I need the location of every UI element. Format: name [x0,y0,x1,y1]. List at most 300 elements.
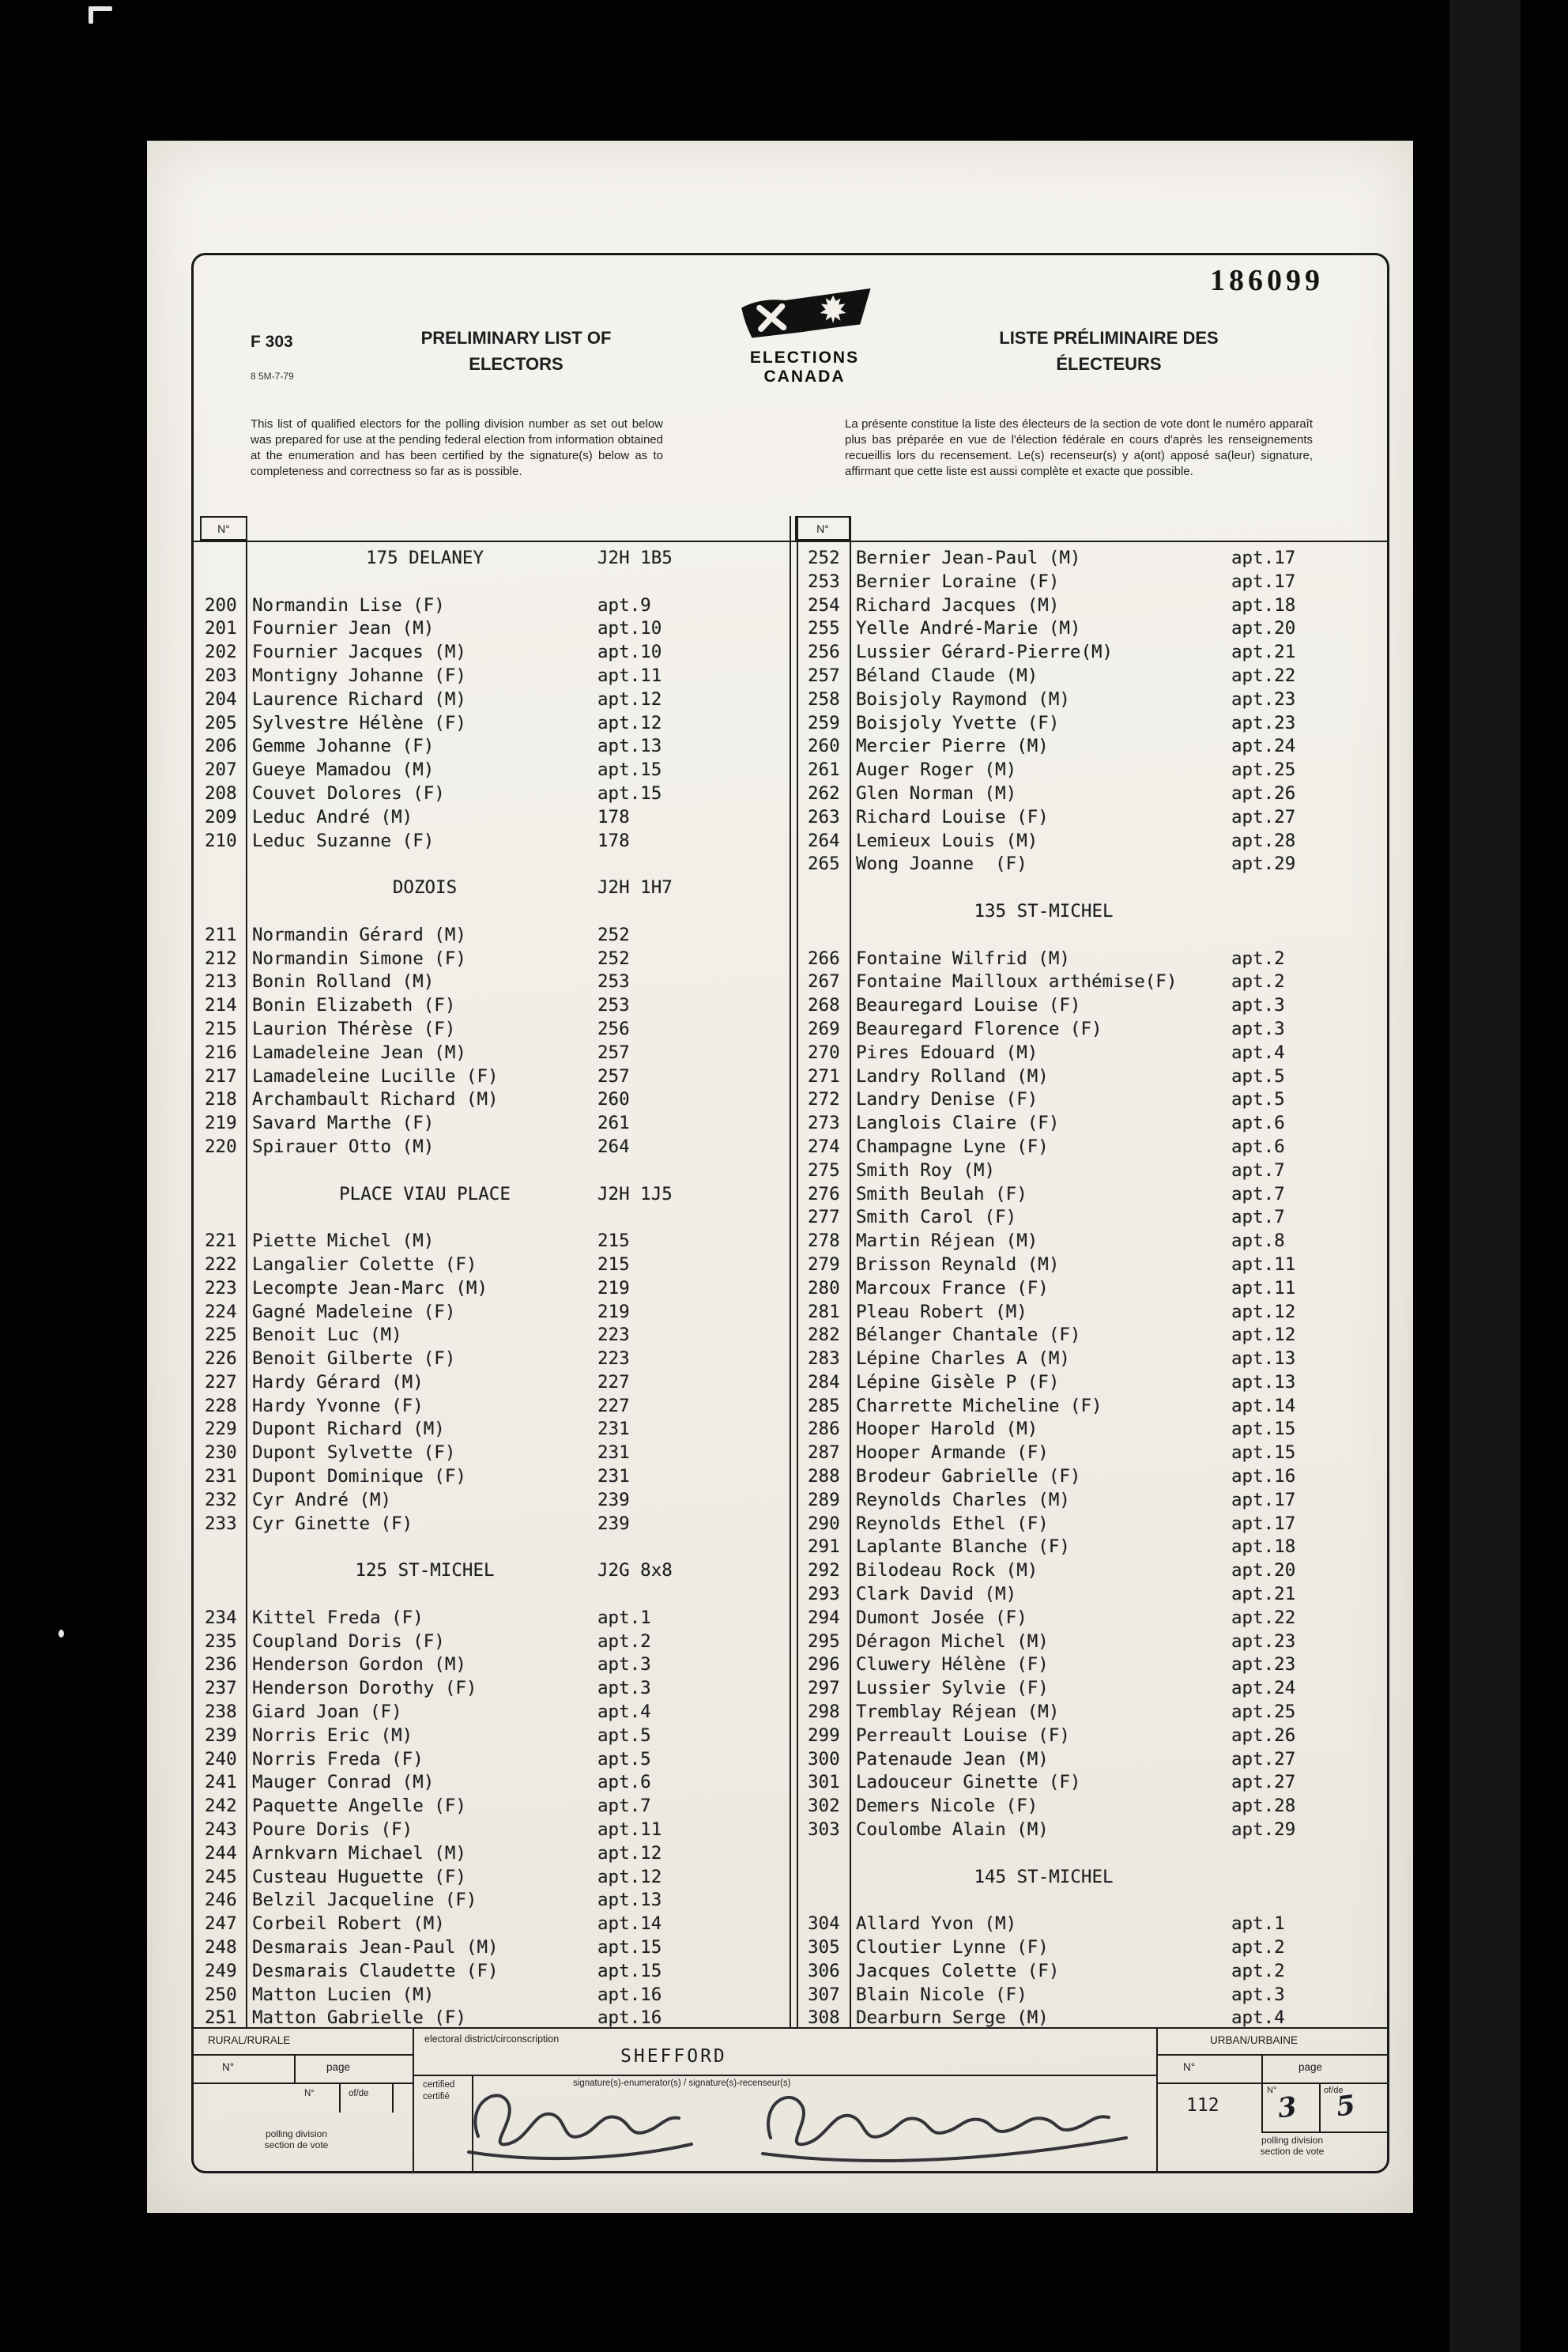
elector-row [194,735,790,759]
elector-number: 254 [808,594,840,616]
elector-unit: apt.25 [1231,1702,1296,1723]
elector-row [797,1395,1387,1419]
elector-unit: apt.15 [597,1960,662,1981]
elector-number: 202 [205,642,237,663]
elector-row [797,547,1387,571]
elector-unit: 239 [597,1513,630,1534]
elector-name: Patenaude Jean (M) [856,1748,1049,1770]
elector-number: 247 [205,1913,237,1935]
elector-unit: 231 [597,1442,630,1464]
elector-name: Jacques Colette (F) [856,1960,1060,1981]
elector-unit: apt.28 [1231,1796,1296,1817]
title-english [380,325,652,377]
rural-ofde-label: of/de [349,2089,369,2098]
elector-unit: apt.3 [1231,995,1285,1016]
elector-number: 300 [808,1748,840,1770]
elector-number: 302 [808,1796,840,1817]
urban-no-label: N° [1183,2061,1196,2073]
elector-number: 225 [205,1325,237,1346]
elector-row [194,617,790,641]
elector-number: 306 [808,1960,840,1981]
elector-unit: apt.6 [597,1772,651,1793]
elector-unit: apt.29 [1231,1819,1296,1841]
elector-name: Matton Gabrielle (F) [252,2007,466,2029]
elector-number: 280 [808,1277,840,1298]
elector-unit: apt.17 [1231,1489,1296,1510]
elector-unit: 227 [597,1395,630,1416]
elector-number: 264 [808,830,840,851]
number-header-right: N° [795,516,850,541]
elector-name: Bélanger Chantale (F) [856,1325,1081,1346]
elector-row [194,1230,790,1253]
elector-name: Lépine Charles A (M) [856,1348,1070,1370]
elector-unit: apt.14 [597,1913,662,1935]
footer-rule [1261,2132,1387,2133]
elector-row [797,1536,1387,1559]
elector-name: Dumont Josée (F) [856,1607,1027,1628]
elector-number: 259 [808,712,840,733]
elector-name: Bernier Loraine (F) [856,571,1060,592]
elector-row [194,782,790,806]
elector-number: 234 [205,1607,237,1628]
elector-number: 257 [808,665,840,686]
rural-sub-no-label: N° [304,2089,315,2098]
page-number-handwritten: 3 [1276,2090,1299,2125]
elector-unit: apt.13 [597,1890,662,1911]
title-french-line2: ÉLECTEURS [1056,354,1162,374]
elector-unit: apt.23 [1231,712,1296,733]
elector-number: 216 [205,1042,237,1063]
elector-number: 293 [808,1584,840,1605]
elector-unit: 252 [597,924,630,945]
elector-row [797,1018,1387,1042]
elector-name: Montigny Johanne (F) [252,665,466,686]
elector-unit: apt.4 [597,1702,651,1723]
elector-unit: apt.12 [597,1842,662,1864]
elector-name: Cluwery Hélène (F) [856,1654,1049,1675]
elector-row [797,594,1387,618]
elector-name: Clark David (M) [856,1584,1017,1605]
elector-unit: 253 [597,971,630,993]
elector-row [194,1771,790,1795]
elector-name: Leduc André (M) [252,806,413,827]
elector-unit: apt.12 [597,712,662,733]
vertical-rule [790,516,791,2027]
elector-number: 217 [205,1065,237,1087]
elector-row [194,1371,790,1395]
elector-number: 304 [808,1913,840,1935]
elector-row [194,712,790,736]
street-heading-gap [797,900,856,924]
elector-number: 261 [808,760,840,781]
elector-unit: apt.21 [1231,642,1296,663]
elector-row [797,735,1387,759]
logo-text-line1: ELECTIONS [749,349,860,367]
elector-number: 224 [205,1301,237,1322]
elector-number: 246 [205,1890,237,1911]
elector-name: Brodeur Gabrielle (F) [856,1466,1081,1487]
elector-row [797,971,1387,994]
elector-unit: apt.21 [1231,1584,1296,1605]
elector-row [194,1748,790,1772]
elector-unit: apt.7 [597,1796,651,1817]
elector-row [797,1206,1387,1230]
elector-number: 268 [808,995,840,1016]
elector-unit: 178 [597,806,630,827]
elector-name: Bernier Jean-Paul (M) [856,548,1081,568]
footer-rule [1156,2054,1387,2056]
elector-row [797,1724,1387,1748]
elector-number: 248 [205,1937,237,1958]
street-name: DOZOIS [392,877,458,899]
elector-number: 296 [808,1654,840,1675]
footer-rule [294,2054,296,2082]
elector-number: 210 [205,830,237,851]
footer-rule [1156,2082,1387,2084]
elector-number: 277 [808,1207,840,1228]
elector-row [797,782,1387,806]
elector-name: Allard Yvon (M) [856,1913,1017,1935]
elector-name: Norris Freda (F) [252,1748,424,1770]
elector-row [194,759,790,782]
footer-rule [1319,2082,1321,2132]
elector-row [797,1371,1387,1395]
street-heading [194,876,790,900]
elector-name: Normandin Gérard (M) [252,924,466,945]
elector-unit: apt.12 [1231,1325,1296,1346]
elector-number: 244 [205,1842,237,1864]
scanned-form-page [147,141,1413,2213]
elector-row [797,641,1387,665]
elector-row [797,948,1387,971]
polling-fr: section de vote [1260,2146,1325,2157]
elector-name: Hooper Harold (M) [856,1419,1038,1440]
elector-unit: apt.11 [597,665,662,686]
elector-name: Coulombe Alain (M) [856,1819,1049,1841]
elector-unit: apt.11 [597,1819,662,1841]
street-heading [194,1183,790,1207]
elector-unit: 215 [597,1231,630,1252]
elector-name: Gueye Mamadou (M) [252,760,435,781]
footer-rule [1261,2082,1263,2132]
elector-unit: apt.22 [1231,1607,1296,1628]
elector-name: Paquette Angelle (F) [252,1796,466,1817]
elector-unit: 219 [597,1301,630,1322]
elector-number: 223 [205,1277,237,1298]
district-label: electoral district/circonscription [424,2034,560,2045]
elector-name: Reynolds Ethel (F) [856,1513,1049,1534]
elector-unit: 215 [597,1253,630,1275]
elector-name: Auger Roger (M) [856,760,1017,781]
elector-number: 221 [205,1231,237,1252]
elector-number: 226 [205,1348,237,1370]
elector-name: Poure Doris (F) [252,1819,413,1841]
elector-unit: apt.22 [1231,665,1296,686]
elector-name: Henderson Dorothy (F) [252,1678,477,1699]
elector-name: Dearburn Serge (M) [856,2007,1049,2029]
elector-row [194,1018,790,1042]
elector-number: 230 [205,1442,237,1464]
elector-name: Lépine Gisèle P (F) [856,1371,1060,1393]
elector-unit: apt.20 [1231,1560,1296,1581]
elector-unit: 219 [597,1277,630,1298]
elector-name: Smith Roy (M) [856,1159,996,1181]
elector-name: Desmarais Jean-Paul (M) [252,1937,499,1958]
elector-row [797,1088,1387,1112]
elector-unit: apt.13 [1231,1371,1296,1393]
elector-unit: apt.3 [597,1654,651,1675]
street-heading-gap [797,1866,856,1890]
elector-name: Richard Louise (F) [856,806,1049,827]
street-name: 145 ST-MICHEL [974,1866,1114,1887]
elector-row [797,830,1387,854]
elector-row [797,1913,1387,1936]
elector-name: Kittel Freda (F) [252,1607,424,1628]
elector-name: Boisjoly Yvette (F) [856,712,1060,733]
enumerator-signature [431,2057,1166,2171]
elector-unit: 257 [597,1065,630,1087]
elector-name: Boisjoly Raymond (M) [856,688,1070,710]
title-english-line2: ELECTORS [469,354,564,374]
elector-row [194,971,790,994]
elector-unit: apt.12 [597,1866,662,1887]
rural-label: RURAL/RURALE [208,2034,291,2046]
rural-no-label: N° [222,2061,235,2073]
elector-unit: apt.7 [1231,1207,1285,1228]
elector-row [194,1607,790,1630]
elector-row [194,1065,790,1089]
elector-number: 266 [808,948,840,969]
elector-unit: apt.7 [1231,1159,1285,1181]
elector-name: Beauregard Florence (F) [856,1018,1102,1039]
elector-name: Arnkvarn Michael (M) [252,1842,466,1864]
elector-row [797,1677,1387,1701]
elector-number: 237 [205,1678,237,1699]
elector-name: Henderson Gordon (M) [252,1654,466,1675]
blank-line [194,1159,790,1183]
elector-number: 201 [205,618,237,639]
elector-unit: apt.15 [1231,1442,1296,1464]
elector-unit: apt.10 [597,618,662,639]
elector-number: 272 [808,1089,840,1110]
elector-number: 262 [808,782,840,804]
blank-line [194,1206,790,1230]
polling-en: polling division [1261,2135,1324,2146]
elector-name: Langalier Colette (F) [252,1253,477,1275]
elector-row [797,806,1387,830]
elector-unit: apt.2 [1231,1937,1285,1958]
elector-unit: apt.28 [1231,830,1296,851]
elector-unit: apt.23 [1231,688,1296,710]
elector-row [194,1842,790,1866]
elector-number: 299 [808,1724,840,1746]
elector-number: 215 [205,1018,237,1039]
elector-row [194,1442,790,1465]
elector-row [797,1348,1387,1371]
elector-number: 269 [808,1018,840,1039]
elector-number: 206 [205,736,237,757]
elector-unit: apt.2 [597,1630,651,1652]
elector-row [797,1936,1387,1960]
postal-code: J2H 1B5 [597,548,673,568]
elector-number: 243 [205,1819,237,1841]
elector-number: 283 [808,1348,840,1370]
elector-row [194,1677,790,1701]
elector-name: Béland Claude (M) [856,665,1038,686]
elector-row [194,1960,790,1984]
elector-number: 273 [808,1113,840,1134]
elector-name: Mauger Conrad (M) [252,1772,435,1793]
elector-row [194,1395,790,1419]
form-border [191,253,1389,2173]
elector-name: Spirauer Otto (M) [252,1136,435,1157]
elector-number: 236 [205,1654,237,1675]
elector-unit: apt.1 [597,1607,651,1628]
elector-unit: apt.18 [1231,594,1296,616]
elector-number: 256 [808,642,840,663]
elector-name: Couvet Dolores (F) [252,782,445,804]
elector-number: 242 [205,1796,237,1817]
elector-unit: 261 [597,1113,630,1134]
urban-no-value: 112 [1186,2095,1219,2116]
elector-number: 289 [808,1489,840,1510]
elector-number: 227 [205,1371,237,1393]
elector-unit: apt.26 [1231,1724,1296,1746]
elector-row [797,665,1387,688]
postal-code [1231,900,1387,924]
polling-en: polling division [265,2128,328,2139]
elector-number: 265 [808,854,840,875]
rural-page-label: page [326,2061,351,2073]
elector-row [194,1136,790,1159]
elector-name: Yelle André-Marie (M) [856,618,1081,639]
elector-unit: apt.2 [1231,948,1285,969]
elector-unit: apt.27 [1231,1772,1296,1793]
elector-number: 270 [808,1042,840,1063]
elector-name: Champagne Lyne (F) [856,1136,1049,1157]
elector-unit: apt.11 [1231,1277,1296,1298]
elector-row [194,1277,790,1301]
elector-name: Fournier Jacques (M) [252,642,466,663]
elector-row [194,665,790,688]
elector-name: Mercier Pierre (M) [856,736,1049,757]
elector-number: 294 [808,1607,840,1628]
elector-row [797,1984,1387,2007]
elector-row [797,994,1387,1018]
elector-row [797,1653,1387,1677]
elector-number: 303 [808,1819,840,1841]
elector-number: 238 [205,1702,237,1723]
street-heading [194,547,790,571]
elector-row [797,1042,1387,1065]
elector-row [194,1088,790,1112]
street-heading-gap [194,876,252,900]
polling-fr: section de vote [264,2139,329,2150]
elector-name: Langlois Claire (F) [856,1113,1060,1134]
column-right [797,547,1387,2030]
elector-name: Cloutier Lynne (F) [856,1937,1049,1958]
elector-name: Sylvestre Hélène (F) [252,712,466,733]
elector-row [797,1748,1387,1772]
elector-number: 213 [205,971,237,993]
elector-number: 308 [808,2007,840,2029]
elector-number: 205 [205,712,237,733]
elector-row [194,688,790,712]
elector-name: Charrette Micheline (F) [856,1395,1102,1416]
elector-name: Lussier Sylvie (F) [856,1678,1049,1699]
elector-name: Blain Nicole (F) [856,1984,1027,2005]
elector-number: 235 [205,1630,237,1652]
elector-row [797,1819,1387,1842]
elector-row [797,1559,1387,1583]
description-french: La présente constitue la liste des électeurs de la section de vote dont le numéro apparaît plus bas préparée en vue de l'élection fédérale en cours d'après les renseignements recueillis lors du recensement. Le(s) recenseur(s) y a(ont) apposé sa(leur) signature, affirmant que cette liste est aussi complète et exacte que possible. [845,417,1313,478]
elector-number: 288 [808,1466,840,1487]
elector-number: 249 [205,1960,237,1981]
elector-name: Cyr Ginette (F) [252,1513,413,1534]
elector-number: 240 [205,1748,237,1770]
elector-row [797,1230,1387,1253]
elector-unit: apt.16 [597,2007,662,2029]
elector-row [797,1583,1387,1607]
elections-canada-logo [722,284,888,386]
elector-name: Lamadeleine Lucille (F) [252,1065,499,1087]
elector-unit: apt.17 [1231,548,1296,568]
blank-line [797,876,1387,900]
elector-name: Archambault Richard (M) [252,1089,499,1110]
elector-number: 284 [808,1371,840,1393]
elector-unit: apt.23 [1231,1630,1296,1652]
elector-row [797,1301,1387,1325]
elector-row [194,1936,790,1960]
page-total-handwritten: 5 [1334,2089,1358,2124]
district-value: SHEFFORD [620,2046,727,2067]
elector-number: 252 [808,548,840,568]
elector-unit: 231 [597,1466,630,1487]
elector-name: Bonin Elizabeth (F) [252,995,456,1016]
elector-unit: apt.3 [1231,1018,1285,1039]
elector-number: 241 [205,1772,237,1793]
elector-unit: apt.15 [597,760,662,781]
signature-label: signature(s)-enumerator(s) / signature(s)-recenseur(s) [573,2079,791,2088]
elector-number: 212 [205,948,237,969]
elector-name: Ladouceur Ginette (F) [856,1772,1081,1793]
elector-name: Martin Réjean (M) [856,1231,1038,1252]
elector-name: Lussier Gérard-Pierre(M) [856,642,1114,663]
elector-name: Lecompte Jean-Marc (M) [252,1277,488,1298]
elector-number: 298 [808,1702,840,1723]
street-name: 135 ST-MICHEL [974,900,1114,922]
elector-name: Norris Eric (M) [252,1724,413,1746]
elector-row [797,1489,1387,1513]
elector-row [797,1465,1387,1489]
elector-number: 211 [205,924,237,945]
elector-number: 229 [205,1419,237,1440]
elector-unit: 253 [597,995,630,1016]
scanner-edge-band [1449,0,1521,2352]
elector-row [194,948,790,971]
blank-line [797,924,1387,948]
elector-name: Piette Michel (M) [252,1231,435,1252]
elector-unit: apt.8 [1231,1231,1285,1252]
form-code: F 303 [251,333,293,351]
elector-number: 208 [205,782,237,804]
elector-name: Custeau Huguette (F) [252,1866,466,1887]
page-no-label: N° [1267,2086,1277,2095]
elector-unit: apt.29 [1231,854,1296,875]
elector-name: Marcoux France (F) [856,1277,1049,1298]
elector-number: 214 [205,995,237,1016]
street-heading [797,1866,1387,1890]
